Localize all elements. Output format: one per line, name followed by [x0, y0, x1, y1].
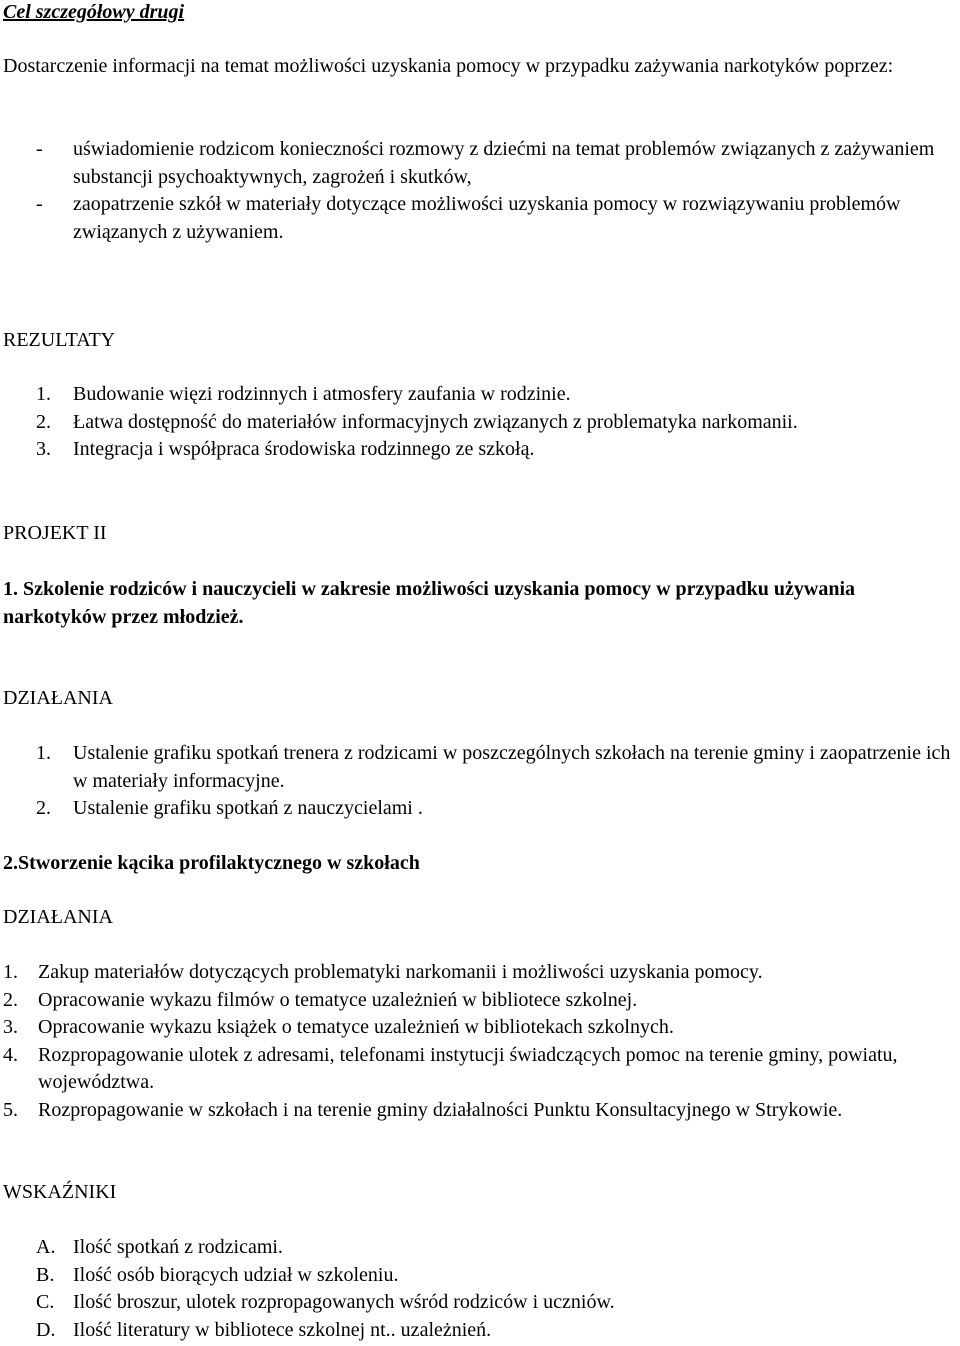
- list-item: [3, 987, 960, 1015]
- section-title: Cel szczegółowy drugi: [3, 1, 185, 23]
- results-list: [3, 381, 960, 464]
- task-1-actions-list: [3, 740, 960, 823]
- list-marker: 2.: [3, 988, 18, 1011]
- list-marker: D.: [36, 1318, 56, 1341]
- list-item: [3, 191, 960, 246]
- list-item-text: Zakup materiałów dotyczących problematyki narkomanii i możliwości uzyskania pomocy.: [38, 961, 763, 983]
- list-marker: A.: [36, 1236, 56, 1258]
- list-marker: 2.: [36, 797, 51, 819]
- list-item: [3, 1042, 960, 1097]
- list-item: [3, 1289, 960, 1317]
- list-item: [3, 1262, 960, 1290]
- list-item: [3, 1014, 960, 1042]
- intro-paragraph: Dostarczenie informacji na temat możliwości uzyskania pomocy w przypadku zażywania narkotyków poprzez:: [3, 55, 894, 77]
- list-marker: B.: [36, 1263, 55, 1286]
- list-item: [3, 409, 960, 437]
- list-item-text: Rozpropagowanie ulotek z adresami, telefonami instytucji świadczących pomoc na terenie gminy, powiatu, województwa.: [38, 1043, 898, 1093]
- objectives-list: [3, 136, 960, 246]
- list-item-text: Ilość spotkań z rodzicami.: [73, 1236, 283, 1258]
- list-marker: 4.: [3, 1043, 18, 1066]
- list-item-text: Ilość osób biorących udział w szkoleniu.: [73, 1263, 399, 1286]
- list-marker: 1.: [36, 742, 51, 764]
- list-item-text: Integracja i współpraca środowiska rodzinnego ze szkołą.: [73, 438, 535, 460]
- list-item-text: uświadomienie rodzicom konieczności rozmowy z dziećmi na temat problemów związanych z zażywaniem substancji psychoaktywnych, zagrożeń i skutków,: [73, 138, 935, 188]
- project-heading: PROJEKT II: [3, 522, 107, 544]
- list-item: [3, 959, 960, 987]
- list-item: [3, 1097, 960, 1125]
- list-item-text: Ilość literatury w bibliotece szkolnej nt.. uzależnień.: [73, 1318, 492, 1341]
- list-item: [3, 1234, 960, 1262]
- list-item-text: Budowanie więzi rodzinnych i atmosfery zaufania w rodzinie.: [73, 383, 571, 405]
- list-item: [3, 1317, 960, 1345]
- task-2-actions-heading: DZIAŁANIA: [3, 906, 113, 928]
- list-item-text: Ustalenie grafiku spotkań z nauczycielami .: [73, 797, 423, 819]
- task-2-actions-list: [3, 959, 960, 1124]
- list-item-text: Ustalenie grafiku spotkań trenera z rodzicami w poszczególnych szkołach na terenie gminy i zaopatrzenie ich w materiały informacyjne.: [73, 742, 951, 792]
- list-item: [3, 436, 960, 464]
- list-marker: -: [36, 193, 43, 215]
- results-heading: REZULTATY: [3, 329, 116, 351]
- list-item: [3, 740, 960, 795]
- list-item-text: Łatwa dostępność do materiałów informacyjnych związanych z problematyka narkomanii.: [73, 410, 798, 433]
- task-1-title: 1. Szkolenie rodziców i nauczycieli w zakresie możliwości uzyskania pomocy w przypadku używania narkotyków przez młodzież.: [3, 578, 856, 628]
- list-item-text: zaopatrzenie szkół w materiały dotyczące możliwości uzyskania pomocy w rozwiązywaniu problemów związanych z używaniem.: [73, 193, 901, 243]
- indicators-list: [3, 1234, 960, 1344]
- list-marker: 1.: [36, 383, 51, 405]
- task-1-actions-heading: DZIAŁANIA: [3, 687, 113, 709]
- list-item-text: Opracowanie wykazu książek o tematyce uzależnień w bibliotekach szkolnych.: [38, 1016, 674, 1038]
- list-item-text: Opracowanie wykazu filmów o tematyce uzależnień w bibliotece szkolnej.: [38, 988, 638, 1011]
- list-marker: -: [36, 138, 43, 160]
- list-item: [3, 795, 960, 823]
- list-marker: 3.: [36, 438, 51, 460]
- list-item: [3, 381, 960, 409]
- indicators-heading: WSKAŹNIKI: [3, 1181, 117, 1203]
- list-marker: 1.: [3, 961, 18, 983]
- list-marker: 2.: [36, 410, 51, 433]
- list-marker: 3.: [3, 1016, 18, 1038]
- list-item-text: Ilość broszur, ulotek rozpropagowanych wśród rodziców i uczniów.: [73, 1291, 615, 1313]
- task-2-title: 2.Stworzenie kącika profilaktycznego w szkołach: [3, 852, 420, 874]
- list-item-text: Rozpropagowanie w szkołach i na terenie gminy działalności Punktu Konsultacyjnego w Strykowie.: [38, 1098, 843, 1121]
- list-marker: 5.: [3, 1098, 18, 1121]
- list-item: [3, 136, 960, 191]
- list-marker: C.: [36, 1291, 55, 1313]
